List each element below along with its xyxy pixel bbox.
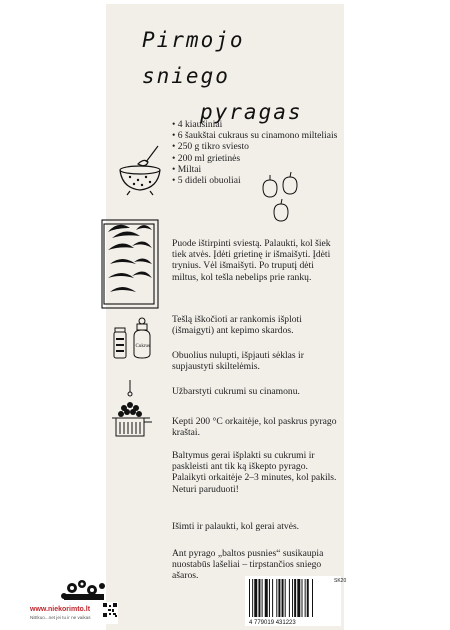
ingredient-item: • 250 g tikro sviesto: [172, 141, 338, 152]
step-paragraph: Išimti ir palaukti, kol gerai atvės.: [172, 521, 300, 532]
ingredient-item: • 5 dideli obuoliai: [172, 175, 338, 186]
step-paragraph: Tešlą iškočioti ar rankomis išploti (išmaigyti) ant kepimo skardos.: [172, 314, 302, 337]
step-paragraph: Obuolius nulupti, išpjauti sėklas ir supjaustyti skiltelėmis.: [172, 350, 304, 373]
title-line-1: Pirmojo sniego: [142, 28, 245, 88]
step-paragraph: Baltymus gerai išplakti su cukrumi ir paskleisti ant tik ką iškepto pyrago. Palaikyti orkaitėje 2–3 minutes, kol pakils. Neturi paruduoti!: [172, 450, 337, 495]
barcode: [245, 576, 341, 626]
ingredient-item: • 4 kiaušiniai: [172, 119, 338, 130]
pot-icon: [110, 378, 164, 440]
ingredients-list: [172, 119, 338, 186]
ingredient-item: • Miltai: [172, 164, 338, 175]
brand-slogan: NiEkuo...net jei tu ir ne vaikas: [30, 615, 91, 620]
step-paragraph: Užbarstyti cukrumi su cinamonu.: [172, 386, 300, 397]
product-code: SK20: [334, 578, 347, 584]
title-line-2: pyragas: [200, 100, 303, 124]
website-link[interactable]: www.niekorimto.lt: [30, 606, 91, 613]
ingredient-item: • 200 ml grietinės: [172, 153, 338, 164]
step-paragraph: Kepti 200 °C orkaitėje, kol paskrus pyrago kraštai.: [172, 416, 337, 439]
barcode-number: 4 779019 431223: [249, 620, 296, 626]
recipe-card: [106, 4, 347, 630]
ingredient-item: • 6 šaukštai cukraus su cinamono milteliais: [172, 130, 338, 141]
step-paragraph: Puode ištirpinti sviestą. Palaukti, kol šiek tiek atvės. Įdėti grietinę ir išmaišyti. Įdėti trynius. Vėl išmaišyti. Po truputį dėti miltus, kol tešla nebelips prie rankų.: [172, 238, 331, 283]
jars-icon: [112, 316, 162, 360]
apples-icon: [258, 172, 308, 230]
bowl-whisk-icon: [116, 144, 166, 196]
step-paragraph: Ant pyrago „baltos pusnies“ susikaupia nuostabūs lašeliai – tirpstančios sniego ašaros.: [172, 548, 324, 582]
pie-tray-icon: [106, 216, 162, 312]
qr-code-icon: [103, 603, 117, 617]
recipe-title: [134, 22, 334, 130]
jar-label: Cukrus: [135, 344, 150, 349]
